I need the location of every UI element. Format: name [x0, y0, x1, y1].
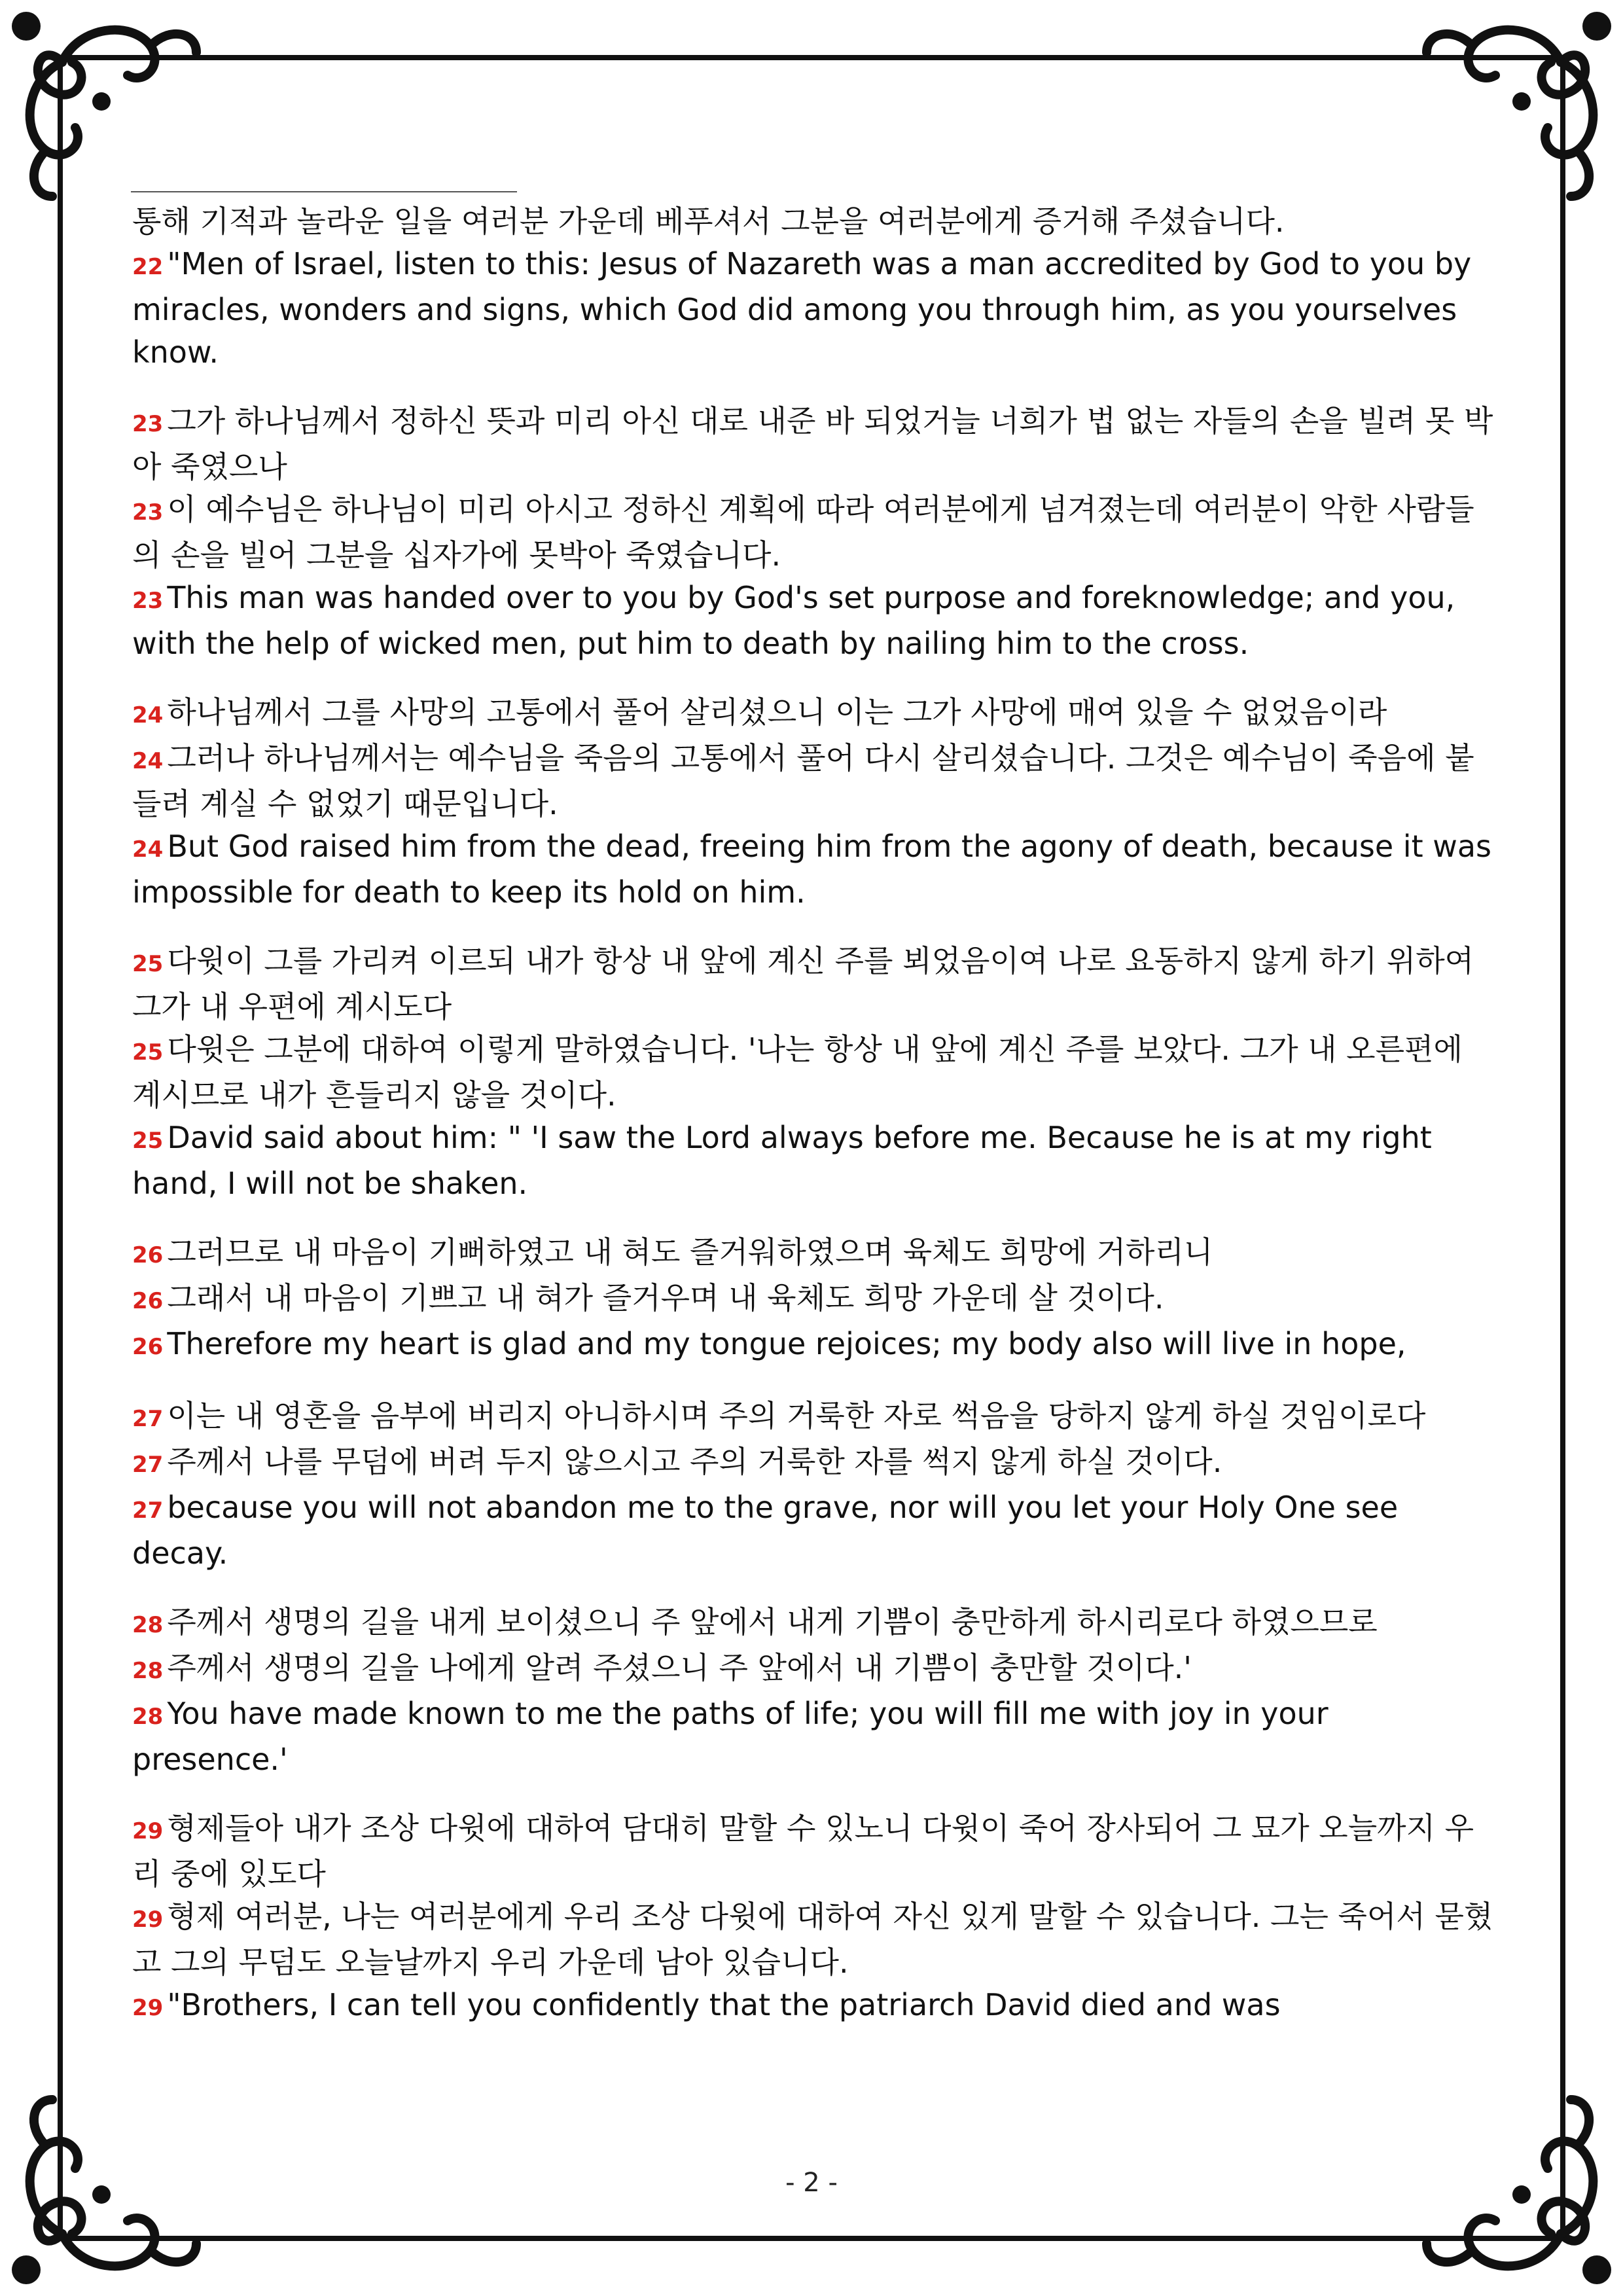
verse-number: 23 [132, 499, 164, 526]
verse-line [132, 1395, 1493, 1441]
verse-text: because you will not abandon me to the grave, nor will you let your Holy One see decay. [132, 1490, 1399, 1571]
verse-number: 22 [132, 254, 164, 280]
verse-text: 이는 내 영혼을 음부에 버리지 아니하시며 주의 거룩한 자로 썩음을 당하지 않게 하실 것임이로다 [167, 1398, 1426, 1433]
verse-number: 27 [132, 1452, 164, 1478]
verse-text: 그래서 내 마음이 기쁘고 내 혀가 즐거우며 내 육체도 희망 가운데 살 것이다. [167, 1280, 1164, 1316]
verse-group-25 [132, 940, 1493, 1205]
verse-number: 25 [132, 1128, 164, 1154]
verse-text: 주께서 나를 무덤에 버려 두지 않으시고 주의 거룩한 자를 썩지 않게 하실 것이다. [167, 1444, 1222, 1479]
verse-number: 24 [132, 702, 164, 728]
verse-text: 그가 하나님께서 정하신 뜻과 미리 아신 대로 내준 바 되었거늘 너희가 법 없는 자들의 손을 빌려 못 박아 죽였으나 [132, 403, 1493, 484]
verse-number: 28 [132, 1658, 164, 1684]
verse-gap [132, 1205, 1493, 1231]
verse-text: 형제 여러분, 나는 여러분에게 우리 조상 다윗에 대하여 자신 있게 말할 수 있습니다. 그는 죽어서 묻혔고 그의 무덤도 오늘날까지 우리 가운데 남아 있습니다. [132, 1899, 1493, 1980]
verse-group-26 [132, 1231, 1493, 1369]
verse-line [132, 577, 1493, 665]
verse-gap [132, 665, 1493, 691]
verse-text: 이 예수님은 하나님이 미리 아시고 정하신 계획에 따라 여러분에게 넘겨졌는데 여러분이 악한 사람들의 손을 빌어 그분을 십자가에 못박아 죽였습니다. [132, 492, 1474, 573]
verse-text: David said about him: " 'I saw the Lord always before me. Because he is at my right hand, I will not be shaken. [132, 1120, 1432, 1201]
verse-gap [132, 1575, 1493, 1601]
verse-group-22 [132, 243, 1493, 374]
verse-text: 주께서 생명의 길을 나에게 알려 주셨으니 주 앞에서 내 기쁨이 충만할 것이다.' [167, 1650, 1192, 1685]
verse-gap [132, 1781, 1493, 1807]
verse-number: 23 [132, 588, 164, 614]
verse-text: 주께서 생명의 길을 내게 보이셨으니 주 앞에서 내게 기쁨이 충만하게 하시리로다 하였으므로 [167, 1604, 1378, 1640]
verse-group-24 [132, 691, 1493, 914]
verse-number: 26 [132, 1242, 164, 1268]
verse-line [132, 488, 1493, 577]
verse-text: 다윗은 그분에 대하여 이렇게 말하였습니다. '나는 항상 내 앞에 계신 주를 보았다. 그가 내 오른편에 계시므로 내가 흔들리지 않을 것이다. [132, 1031, 1463, 1113]
verse-line [132, 1807, 1493, 1895]
verse-text: 그러나 하나님께서는 예수님을 죽음의 고통에서 풀어 다시 살리셨습니다. 그것은 예수님이 죽음에 붙들려 계실 수 없었기 때문입니다. [132, 740, 1474, 821]
verse-line [132, 1277, 1493, 1323]
verse-line [132, 400, 1493, 488]
verse-number: 24 [132, 836, 164, 863]
verse-number: 29 [132, 1907, 164, 1933]
verse-group-28 [132, 1601, 1493, 1781]
verse-text: You have made known to me the paths of life; you will fill me with joy in your presence.' [132, 1696, 1329, 1777]
verse-text: 그러므로 내 마음이 기뻐하였고 내 혀도 즐거워하였으며 육체도 희망에 거하리니 [167, 1234, 1213, 1270]
verse-number: 28 [132, 1612, 164, 1638]
intro-line: 통해 기적과 놀라운 일을 여러분 가운데 베푸셔서 그분을 여러분에게 증거해 주셨습니다. [132, 204, 1285, 239]
verse-line [132, 691, 1493, 737]
verse-line [132, 1601, 1493, 1647]
verse-text: 다윗이 그를 가리켜 이르되 내가 항상 내 앞에 계신 주를 뵈었음이여 나로 요동하지 않게 하기 위하여 그가 내 우편에 계시도다 [132, 943, 1474, 1024]
verse-gap [132, 374, 1493, 400]
verse-number: 28 [132, 1704, 164, 1730]
verse-text: 하나님께서 그를 사망의 고통에서 풀어 살리셨으니 이는 그가 사망에 매여 있을 수 없었음이라 [167, 694, 1387, 730]
corner-ornament-top-left [0, 0, 216, 216]
verse-line [132, 1984, 1493, 2030]
verse-number: 26 [132, 1334, 164, 1360]
verse-text: But God raised him from the dead, freeing him from the agony of death, because it was impossible for death to keep its hold on him. [132, 829, 1492, 910]
verse-number: 23 [132, 411, 164, 437]
verse-number: 25 [132, 1039, 164, 1066]
footnote-separator-line [131, 191, 517, 192]
verse-number: 27 [132, 1406, 164, 1432]
verse-gap [132, 1369, 1493, 1395]
verse-number: 24 [132, 748, 164, 774]
verse-group-23 [132, 400, 1493, 665]
verse-text: Therefore my heart is glad and my tongue rejoices; my body also will live in hope, [167, 1326, 1406, 1361]
verse-number: 29 [132, 1995, 164, 2021]
verse-line [132, 1895, 1493, 1984]
page-number: - 2 - [785, 2168, 838, 2198]
verse-line [132, 1647, 1493, 1693]
verse-text: "Brothers, I can tell you confidently that the patriarch David died and was [167, 1987, 1281, 2022]
verse-text: 형제들아 내가 조상 다윗에 대하여 담대히 말할 수 있노니 다윗이 죽어 장사되어 그 묘가 오늘까지 우리 중에 있도다 [132, 1810, 1474, 1892]
verse-group-29 [132, 1807, 1493, 2030]
verse-line [132, 1486, 1493, 1575]
verse-line [132, 1323, 1493, 1369]
verse-line [132, 243, 1493, 374]
verse-line [132, 825, 1493, 914]
verse-number: 27 [132, 1498, 164, 1524]
verse-line [132, 1693, 1493, 1781]
verse-number: 25 [132, 951, 164, 977]
corner-ornament-top-right [1407, 0, 1623, 216]
verse-line [132, 1028, 1493, 1117]
verse-number: 29 [132, 1818, 164, 1844]
verse-line [132, 1117, 1493, 1205]
verse-line [132, 940, 1493, 1028]
verse-gap [132, 914, 1493, 940]
verse-line [132, 1231, 1493, 1277]
verse-number: 26 [132, 1288, 164, 1314]
verse-line [132, 737, 1493, 825]
verse-text: "Men of Israel, listen to this: Jesus of Nazareth was a man accredited by God to you by miracles, wonders and signs, which God did among you through him, as you yourselves know. [132, 246, 1472, 370]
verse-text: This man was handed over to you by God's set purpose and foreknowledge; and you, with the help of wicked men, put him to death by nailing him to the cross. [132, 580, 1455, 661]
verse-line [132, 1441, 1493, 1486]
scripture-text [132, 200, 1493, 2030]
verse-group-27 [132, 1395, 1493, 1575]
